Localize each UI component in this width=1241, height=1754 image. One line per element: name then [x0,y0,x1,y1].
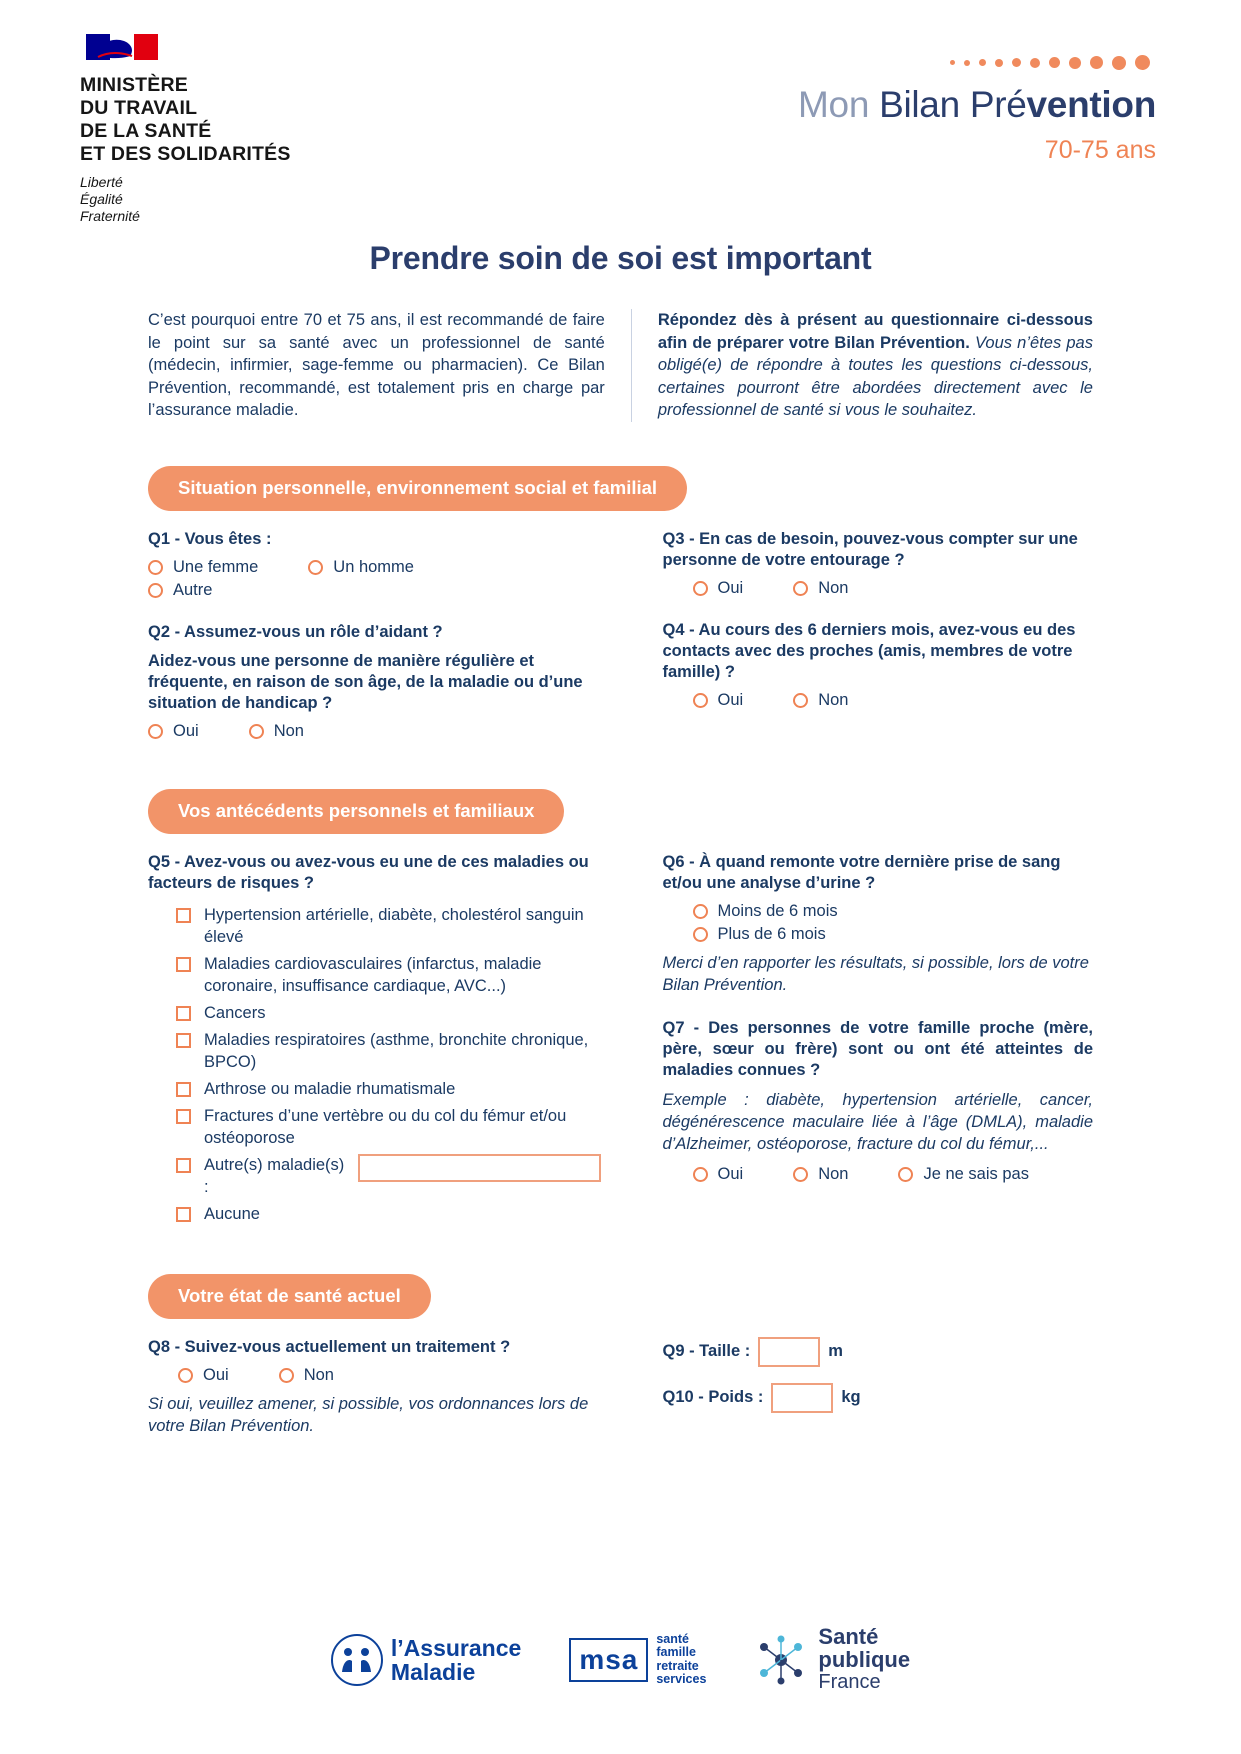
q1-options-row2 [148,581,601,600]
republic-motto: Liberté Égalité Fraternité [80,174,140,224]
q2-sublabel: Aidez-vous une personne de manière régulière et fréquente, en raison de son âge, de la maladie ou d’une situation de handicap ? [148,651,583,712]
spf-line-1: Santé [818,1624,879,1649]
q6-option-plus-label: Plus de 6 mois [717,924,826,943]
radio-icon[interactable] [693,581,708,596]
q7-example: Exemple : diabète, hypertension artérielle, cancer, dégénérescence maculaire liée à l’âge (DMLA), maladie d’Alzheimer, ostéoporose, fracture du col du fémur,... [662,1090,1093,1153]
radio-icon[interactable] [249,724,264,739]
section-header-antecedents: Vos antécédents personnels et familiaux [148,789,564,834]
network-icon [754,1633,808,1687]
q6-note: Merci d’en rapporter les résultats, si possible, lors de votre Bilan Prévention. [662,953,1089,994]
assurance-maladie-text [391,1636,521,1684]
q3-option-oui[interactable] [693,579,744,598]
q9-input[interactable] [758,1337,820,1367]
msa-line-1: santé [656,1631,690,1646]
msa-text [656,1633,706,1687]
marianne-logo [80,34,380,225]
intro-right-bold: Répondez dès à présent au questionnaire ci-dessous afin de préparer votre Bilan Prévention. [657,311,1093,352]
q4-options [663,691,1094,710]
q4-option-non[interactable] [793,691,848,710]
marianne-profile-icon [92,35,138,61]
assurance-maladie-icon [331,1634,383,1686]
q2-option-non-label: Non [273,721,304,740]
q6-label: Q6 - À quand remonte votre dernière prise de sang et/ou une analyse d’urine ? [662,852,1061,892]
section-1-right [621,529,1094,741]
q5-checkbox-4[interactable] [176,1029,601,1073]
q9-label: Q9 - Taille : [662,1342,751,1360]
brand-block [798,55,1156,165]
q5-label: Q5 - Avez-vous ou avez-vous eu une de ces maladies ou facteurs de risques ? [148,852,589,892]
radio-icon[interactable] [793,693,808,708]
intro-left-text: C’est pourquoi entre 70 et 75 ans, il est recommandé de faire le point sur sa santé avec un professionnel de santé (médecin, infirmier, sage-femme ou pharmacien). Ce Bilan Prévention, recommandé, est totalement pris en charge par l’assurance maladie. [148,311,605,419]
checkbox-icon[interactable] [176,1082,191,1097]
brand-word-mon: Mon [798,84,870,125]
q1-option-homme-label: Un homme [333,557,414,576]
assurance-maladie-line2: Maladie [390,1658,476,1685]
q5-checkbox-7[interactable] [176,1154,601,1198]
checkbox-icon[interactable] [176,1207,191,1222]
q5-checkbox-2[interactable] [176,953,601,997]
msa-logo [569,1633,706,1687]
section-2-left [148,852,621,1230]
q3-option-non-label: Non [818,578,849,597]
radio-icon[interactable] [308,560,323,575]
q5-checkbox-1-label: Hypertension artérielle, diabète, cholestérol sanguin élevé [204,905,584,946]
q2-option-oui[interactable] [148,722,199,741]
checkbox-icon[interactable] [176,957,191,972]
brand-word-bilan: Bilan [879,84,960,125]
section-2-right [621,852,1094,1230]
q3-label: Q3 - En cas de besoin, pouvez-vous compter sur une personne de votre entourage ? [662,529,1078,569]
q7-option-oui-label: Oui [717,1164,744,1183]
q5-checkbox-3[interactable] [176,1002,601,1024]
sante-publique-france-logo [754,1625,910,1694]
q6-option-moins[interactable] [693,902,1044,921]
q7-option-jenesaispas-label: Je ne sais pas [923,1164,1029,1183]
people-icon [340,1645,374,1675]
q5-checkbox-8[interactable] [176,1203,601,1225]
q2-option-oui-label: Oui [173,721,199,740]
intro-right-italic: Vous n’êtes pas obligé(e) de répondre à toutes les questions ci-dessous, certaines pourront être abordées directement avec le professionnel de santé si vous le souhaitez. [657,333,1093,419]
brand-word-pre: Pré [969,84,1027,125]
checkbox-icon[interactable] [176,1109,191,1124]
msa-line-2: famille [656,1645,696,1659]
q10-unit: kg [841,1388,861,1406]
radio-icon[interactable] [693,693,708,708]
q5-checkbox-4-label: Maladies respiratoires (asthme, bronchite chronique, BPCO) [204,1030,589,1071]
radio-icon[interactable] [148,583,163,598]
q7-option-jenesaispas[interactable] [898,1165,1028,1184]
q4-option-oui[interactable] [693,691,744,710]
radio-icon[interactable] [693,1167,708,1182]
msa-line-3: retraite [656,1658,699,1673]
radio-icon[interactable] [693,904,708,919]
q2-options [148,722,601,741]
brand-title [798,84,1156,126]
q4-option-oui-label: Oui [717,690,744,709]
assurance-maladie-line1: l’Assurance [390,1634,522,1661]
q5-checkbox-7-label: Autre(s) maladie(s) : [204,1155,345,1196]
q10-input[interactable] [771,1383,833,1413]
q6-option-moins-label: Moins de 6 mois [717,901,838,920]
ministry-name: MINISTÈRE DU TRAVAIL DE LA SANTÉ ET DES SOLIDARITÉS [80,74,291,165]
section-3-columns [148,1337,1093,1437]
q4-label: Q4 - Au cours des 6 derniers mois, avez-vous eu des contacts avec des proches (amis, membres de votre famille) ? [662,620,1076,681]
q1-option-homme[interactable] [308,558,414,577]
q10-row [663,1383,1094,1413]
sante-publique-france-text [818,1625,910,1694]
q9-row [663,1337,1094,1367]
checkbox-icon[interactable] [176,1033,191,1048]
q1-option-autre[interactable] [148,581,212,600]
checkbox-icon[interactable] [176,1006,191,1021]
spf-line-3: France [818,1671,881,1693]
section-3-right [621,1337,1094,1437]
q8-option-oui-label: Oui [203,1365,229,1384]
q5-checkbox-3-label: Cancers [204,1003,266,1022]
q4-option-non-label: Non [818,690,849,709]
q3-option-non[interactable] [793,579,848,598]
checkbox-icon[interactable] [176,908,191,923]
q1-option-femme-label: Une femme [173,557,259,576]
radio-icon[interactable] [279,1368,294,1383]
q7-option-oui[interactable] [693,1165,744,1184]
section-header-personal: Situation personnelle, environnement social et familial [148,466,687,511]
radio-icon[interactable] [793,1167,808,1182]
q8-option-oui[interactable] [178,1366,229,1385]
brand-word-vention: vention [1026,84,1156,125]
q8-note: Si oui, veuillez amener, si possible, vos ordonnances lors de votre Bilan Prévention. [148,1394,589,1435]
q1-option-autre-label: Autre [173,580,213,599]
section-2-columns [148,852,1093,1230]
msa-line-4: services [656,1672,707,1686]
q6-options [693,902,1094,944]
q7-label: Q7 - Des personnes de votre famille proche (mère, père, sœur ou frère) sont ou ont été atteintes de maladies connues ? [662,1018,1093,1079]
q8-option-non[interactable] [279,1366,334,1385]
section-1-columns [148,529,1093,741]
q1-options-row1 [148,558,601,577]
q5-other-input[interactable] [358,1154,601,1182]
radio-icon[interactable] [898,1167,913,1182]
q3-options [663,579,1094,598]
brand-subtitle: 70-75 ans [1044,136,1156,164]
q8-label: Q8 - Suivez-vous actuellement un traitement ? [148,1337,511,1356]
q5-checkbox-6[interactable] [176,1105,601,1149]
q5-checkbox-6-label: Fractures d’une vertèbre ou du col du fémur et/ou ostéoporose [204,1106,567,1147]
spf-line-2: publique [818,1647,911,1672]
q8-options [148,1366,601,1385]
page-title: Prendre soin de soi est important [369,240,872,276]
q6-option-plus[interactable] [693,925,1044,944]
section-3-left [148,1337,621,1437]
page-header [0,0,1241,230]
q5-checkbox-2-label: Maladies cardiovasculaires (infarctus, maladie coronaire, insuffisance cardiaque, AVC...) [204,954,542,995]
q8-option-non-label: Non [303,1365,334,1384]
radio-icon[interactable] [178,1368,193,1383]
q5-checkbox-1[interactable] [176,904,601,948]
decorative-dots [798,55,1150,70]
q7-options [663,1165,1094,1184]
intro-block [148,309,1093,422]
intro-right-text [631,309,1093,422]
q2-option-non[interactable] [249,722,304,741]
checkbox-icon[interactable] [176,1158,191,1173]
q7-option-non-label: Non [818,1164,849,1183]
q5-checkbox-5[interactable] [176,1078,601,1100]
section-1-left [148,529,621,741]
q5-checkbox-5-label: Arthrose ou maladie rhumatismale [204,1079,456,1098]
q1-option-femme[interactable] [148,558,258,577]
q1-label: Q1 - Vous êtes : [148,529,272,548]
radio-icon[interactable] [148,560,163,575]
msa-mark: msa [569,1638,648,1682]
q9-unit: m [828,1342,843,1360]
assurance-maladie-logo [331,1634,521,1686]
radio-icon[interactable] [693,927,708,942]
q7-option-non[interactable] [793,1165,848,1184]
footer-logos [0,1625,1241,1694]
q10-label: Q10 - Poids : [662,1388,764,1406]
radio-icon[interactable] [793,581,808,596]
q3-option-oui-label: Oui [717,578,744,597]
section-header-sante-actuelle: Votre état de santé actuel [148,1274,431,1319]
q5-checkbox-8-label: Aucune [204,1204,260,1223]
q2-label: Q2 - Assumez-vous un rôle d’aidant ? [148,622,443,641]
radio-icon[interactable] [148,724,163,739]
